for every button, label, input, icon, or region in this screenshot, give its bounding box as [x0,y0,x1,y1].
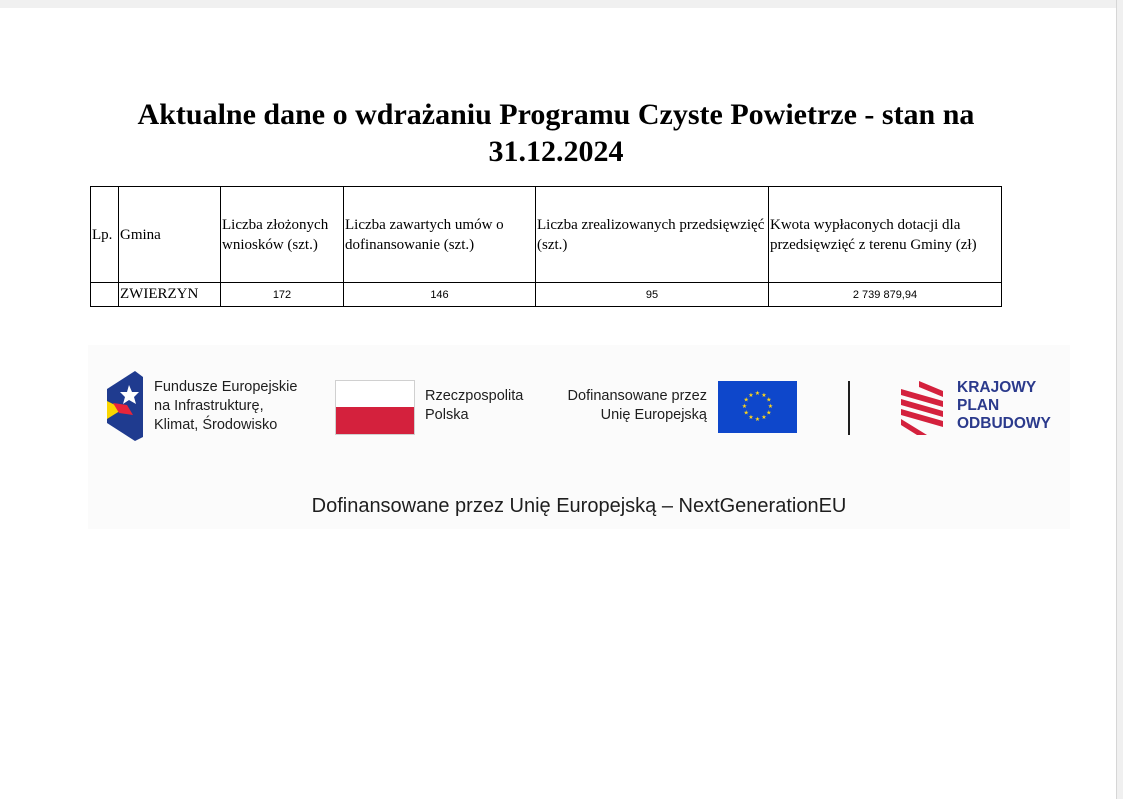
svg-text:★: ★ [766,409,772,417]
svg-text:★: ★ [754,416,761,423]
polish-flag-icon [335,380,415,435]
svg-text:★: ★ [761,391,767,399]
svg-text:★: ★ [761,414,767,422]
krajowy-plan-odbudowy-text: KRAJOWY PLAN ODBUDOWY [957,379,1051,432]
cell-kwota: 2 739 879,94 [769,283,1002,307]
header-umowy: Liczba zawartych umów o dofinansowanie (szt.) [344,187,536,283]
header-gmina: Gmina [119,187,221,283]
svg-text:★: ★ [743,409,749,417]
cell-wnioski: 172 [221,283,344,307]
eu-flag-icon [718,381,797,433]
cell-lp [91,283,119,307]
header-lp: Lp. [91,187,119,283]
svg-text:★: ★ [767,403,774,410]
svg-text:★: ★ [741,403,748,410]
rzeczpospolita-polska-text: Rzeczpospolita Polska [425,388,524,423]
svg-text:★: ★ [748,391,754,399]
table-header-row [91,187,1002,283]
svg-text:★: ★ [748,414,754,422]
header-wnioski: Liczba złożonych wniosków (szt.) [221,187,344,283]
scrollbar-track[interactable] [1116,0,1123,799]
header-kwota: Kwota wypłaconych dotacji dla przedsięwzięć z terenu Gminy (zł) [769,187,1002,283]
document-title: Aktualne dane o wdrażaniu Programu Czyste Powietrze - stan na 31.12.2024 [137,98,975,168]
svg-text:★: ★ [766,396,772,404]
fundusze-europejskie-text: Fundusze Europejskie na Infrastrukturę, Klimat, Środowisko [154,379,298,433]
logo-divider [848,381,850,435]
eu-funding-text: Dofinansowane przez Unię Europejską [567,388,707,423]
header-przedsiewziecia: Liczba zrealizowanych przedsięwzięć (szt.) [536,187,769,283]
cell-gmina: ZWIERZYN [119,283,221,307]
svg-text:★: ★ [743,396,749,404]
krajowy-plan-odbudowy-logo-icon [897,381,947,435]
svg-text:★: ★ [754,390,761,397]
nextgenerationeu-caption: Dofinansowane przez Unię Europejską – NextGenerationEU [311,495,847,517]
table-row [91,283,1002,307]
fundusze-europejskie-logo-icon [107,371,143,441]
funding-logo-band [88,345,1070,529]
cell-umowy: 146 [344,283,536,307]
data-table [90,186,1002,307]
cell-przedsiewziecia: 95 [536,283,769,307]
